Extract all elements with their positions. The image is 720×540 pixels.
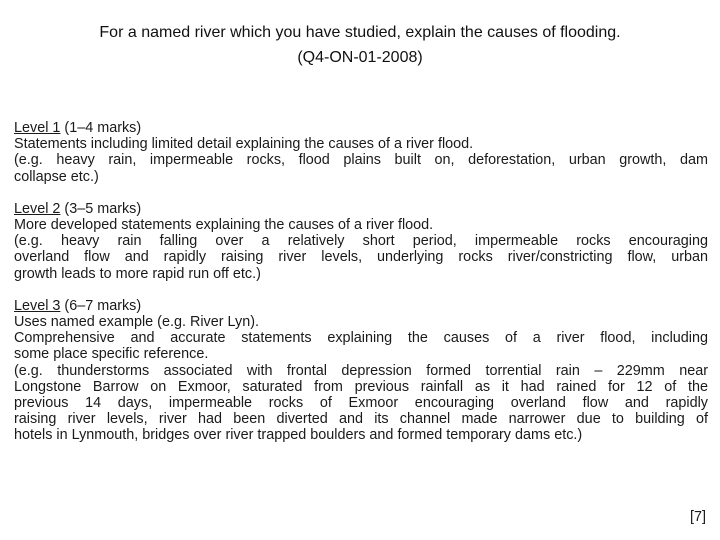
level-1-heading bbox=[14, 120, 708, 136]
level-3-line: some place specific reference. bbox=[14, 346, 209, 363]
level-2-line: overland flow and rapidly raising river levels, underlying rocks river/constricting flow, urban bbox=[14, 249, 708, 266]
level-1-marks: (1–4 marks) bbox=[64, 120, 142, 136]
level-3-line: Longstone Barrow on Exmoor, saturated from previous rainfall as it had rained for 12 of the bbox=[14, 378, 708, 395]
level-1-line: Statements including limited detail explaining the causes of a river flood. bbox=[14, 136, 474, 153]
level-3-block bbox=[14, 298, 708, 444]
level-2-block bbox=[14, 201, 708, 282]
level-3-line: previous 14 days, impermeable rocks of Exmoor encouraging overland flow and rapidly bbox=[14, 395, 708, 412]
level-3-line: (e.g. thunderstorms associated with frontal depression formed torrential rain – 229mm near bbox=[14, 362, 708, 379]
question-title bbox=[0, 20, 720, 70]
mark-scheme bbox=[14, 120, 708, 460]
level-3-line: hotels in Lynmouth, bridges over river trapped boulders and formed temporary dams etc.) bbox=[14, 427, 583, 444]
level-3-label: Level 3 bbox=[14, 297, 61, 314]
level-1-line: collapse etc.) bbox=[14, 168, 99, 185]
level-3-line: raising river levels, river had been diverted and its channel made narrower due to building of bbox=[14, 411, 708, 428]
level-3-marks: (6–7 marks) bbox=[64, 297, 142, 314]
level-1-block bbox=[14, 120, 708, 185]
level-2-line: growth leads to more rapid run off etc.) bbox=[14, 265, 261, 282]
level-3-heading bbox=[14, 298, 708, 314]
level-2-line: (e.g. heavy rain falling over a relatively short period, impermeable rocks encouraging bbox=[14, 233, 708, 250]
total-marks: [7] bbox=[690, 509, 706, 525]
question-text: For a named river which you have studied, explain the causes of flooding. bbox=[99, 24, 621, 41]
level-1-line: (e.g. heavy rain, impermeable rocks, flood plains built on, deforestation, urban growth, dam bbox=[14, 152, 708, 169]
level-2-heading bbox=[14, 201, 708, 217]
question-reference: (Q4-ON-01-2008) bbox=[297, 49, 423, 66]
level-1-label: Level 1 bbox=[14, 120, 61, 136]
level-2-marks: (3–5 marks) bbox=[64, 200, 142, 217]
level-2-line: More developed statements explaining the causes of a river flood. bbox=[14, 217, 434, 234]
level-3-line: Comprehensive and accurate statements explaining the causes of a river flood, including bbox=[14, 330, 708, 347]
level-2-label: Level 2 bbox=[14, 200, 61, 217]
level-3-line: Uses named example (e.g. River Lyn). bbox=[14, 314, 260, 331]
